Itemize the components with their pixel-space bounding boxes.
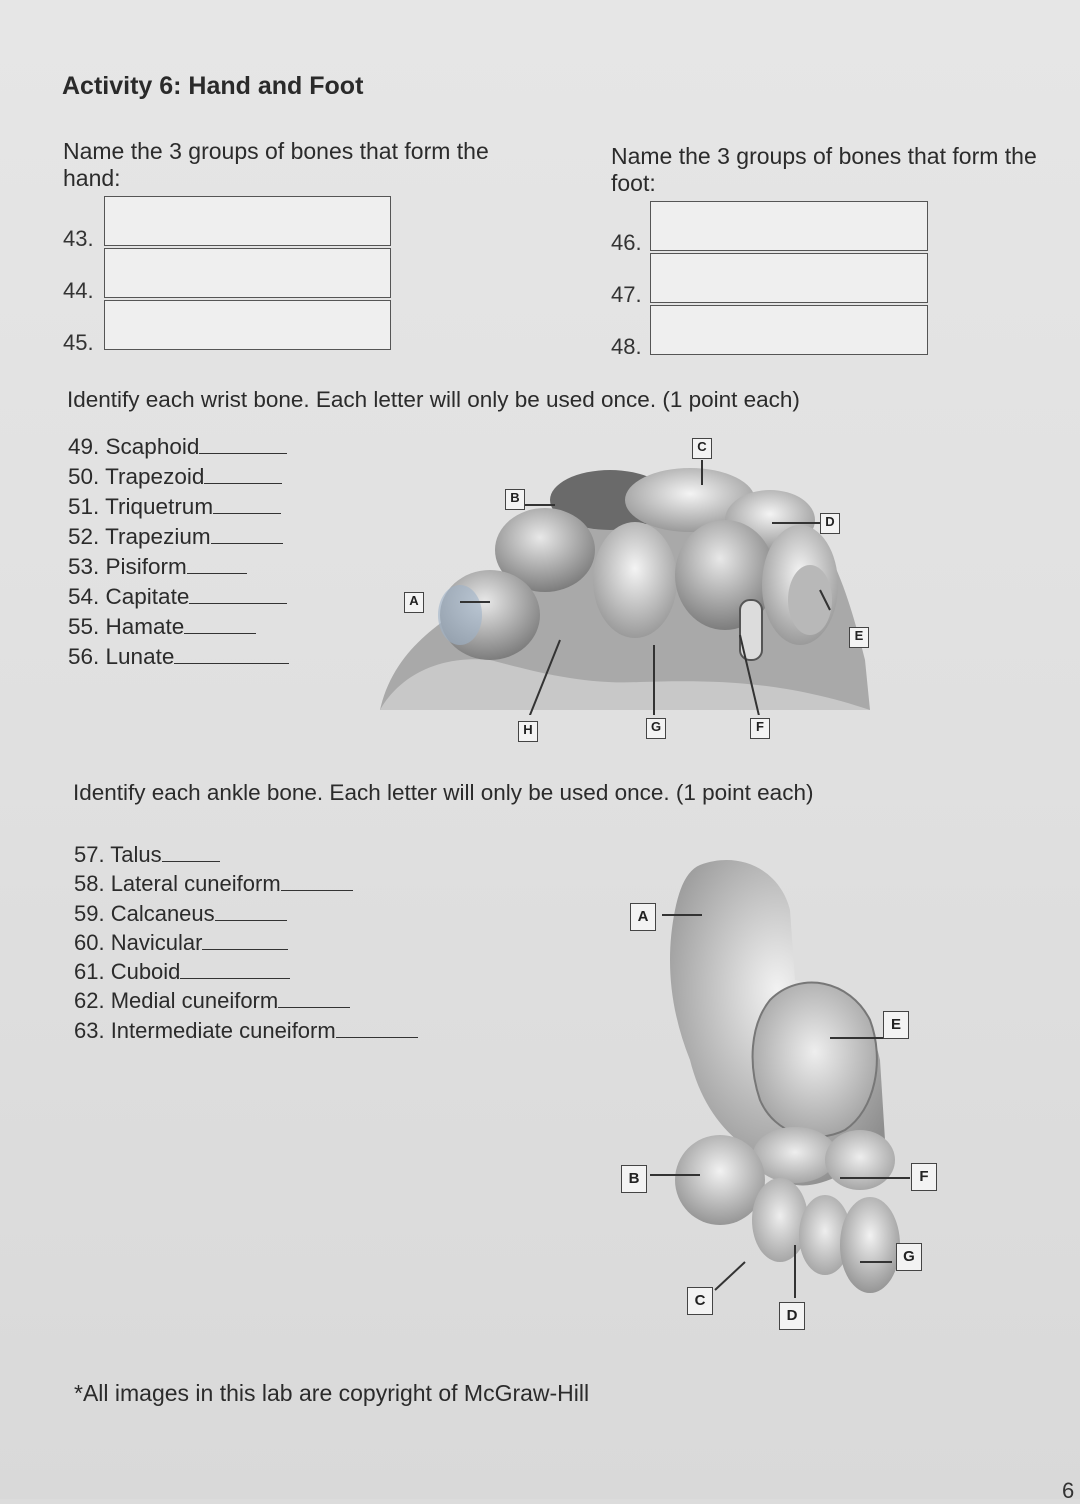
list-item[interactable]: 56. Lunate (68, 642, 289, 672)
wrist-label-g: G (646, 718, 666, 739)
bone-lateral-cuneiform (752, 1178, 808, 1262)
ankle-label-g: G (896, 1243, 922, 1271)
activity-title: Activity 6: Hand and Foot (62, 72, 364, 100)
list-item[interactable]: 49. Scaphoid (68, 432, 289, 462)
bone-capitate (593, 522, 677, 638)
ankle-label-f: F (911, 1163, 937, 1191)
ankle-label-b: B (621, 1165, 647, 1193)
bone-talus (753, 983, 877, 1137)
list-item[interactable]: 60. Navicular (74, 928, 418, 957)
ankle-label-c: C (687, 1287, 713, 1315)
answer-blank[interactable] (202, 931, 288, 950)
list-item[interactable]: 63. Intermediate cuneiform (74, 1016, 418, 1045)
wrist-label-b: B (505, 489, 525, 510)
ankle-label-a: A (630, 903, 656, 931)
wrist-bone-list (68, 432, 289, 672)
answer-blank[interactable] (204, 465, 282, 484)
answer-blank[interactable] (215, 902, 287, 921)
copyright-note: *All images in this lab are copyright of McGraw-Hill (74, 1380, 590, 1406)
bone-cuboid (675, 1135, 765, 1225)
list-item[interactable]: 55. Hamate (68, 612, 289, 642)
list-item[interactable]: 50. Trapezoid (68, 462, 289, 492)
foot-answer-box[interactable] (650, 305, 928, 355)
foot-item-number: 46. (611, 230, 642, 255)
list-item[interactable]: 57. Talus (74, 840, 418, 869)
wrist-label-a: A (404, 592, 424, 613)
page-number: 6 (1062, 1478, 1075, 1503)
answer-blank[interactable] (184, 615, 256, 634)
answer-blank[interactable] (278, 989, 350, 1008)
hand-item-number: 44. (63, 278, 94, 303)
wrist-label-e: E (849, 627, 869, 648)
wrist-label-h: H (518, 721, 538, 742)
answer-blank[interactable] (187, 555, 247, 574)
list-item[interactable]: 59. Calcaneus (74, 899, 418, 928)
ankle-label-d: D (779, 1302, 805, 1330)
ankle-label-e: E (883, 1011, 909, 1039)
answer-blank[interactable] (281, 872, 353, 891)
list-item[interactable]: 53. Pisiform (68, 552, 289, 582)
hand-answer-box[interactable] (104, 248, 391, 298)
hand-item-number: 45. (63, 330, 94, 355)
foot-prompt: Name the 3 groups of bones that form the foot: (611, 143, 1037, 196)
wrist-label-f: F (750, 718, 770, 739)
list-item[interactable]: 62. Medial cuneiform (74, 986, 418, 1015)
wrist-label-c: C (692, 438, 712, 459)
bone-medial-cuneiform (840, 1197, 900, 1293)
answer-blank[interactable] (336, 1019, 418, 1038)
hand-answer-box[interactable] (104, 196, 391, 246)
hand-answer-box[interactable] (104, 300, 391, 350)
answer-blank[interactable] (162, 843, 220, 862)
hand-prompt: Name the 3 groups of bones that form the hand: (63, 138, 489, 191)
ankle-bones-illustration (630, 850, 930, 1320)
hand-item-number: 43. (63, 226, 94, 251)
wrist-bones-illustration (380, 460, 870, 715)
list-item[interactable]: 58. Lateral cuneiform (74, 869, 418, 898)
ankle-instruction: Identify each ankle bone. Each letter will only be used once. (1 point each) (73, 780, 814, 805)
list-item[interactable]: 54. Capitate (68, 582, 289, 612)
list-item[interactable]: 51. Triquetrum (68, 492, 289, 522)
bone-navicular (753, 1127, 837, 1183)
answer-blank[interactable] (189, 585, 287, 604)
answer-blank[interactable] (213, 495, 281, 514)
foot-answer-box[interactable] (650, 201, 928, 251)
answer-blank[interactable] (174, 645, 289, 664)
list-item[interactable]: 52. Trapezium (68, 522, 289, 552)
ankle-bone-list (74, 840, 418, 1045)
foot-item-number: 47. (611, 282, 642, 307)
wrist-instruction: Identify each wrist bone. Each letter will only be used once. (1 point each) (67, 387, 800, 412)
foot-item-number: 48. (611, 334, 642, 359)
answer-blank[interactable] (180, 960, 290, 979)
answer-blank[interactable] (211, 525, 283, 544)
foot-answer-box[interactable] (650, 253, 928, 303)
list-item[interactable]: 61. Cuboid (74, 957, 418, 986)
wrist-label-d: D (820, 513, 840, 534)
answer-blank[interactable] (199, 435, 287, 454)
